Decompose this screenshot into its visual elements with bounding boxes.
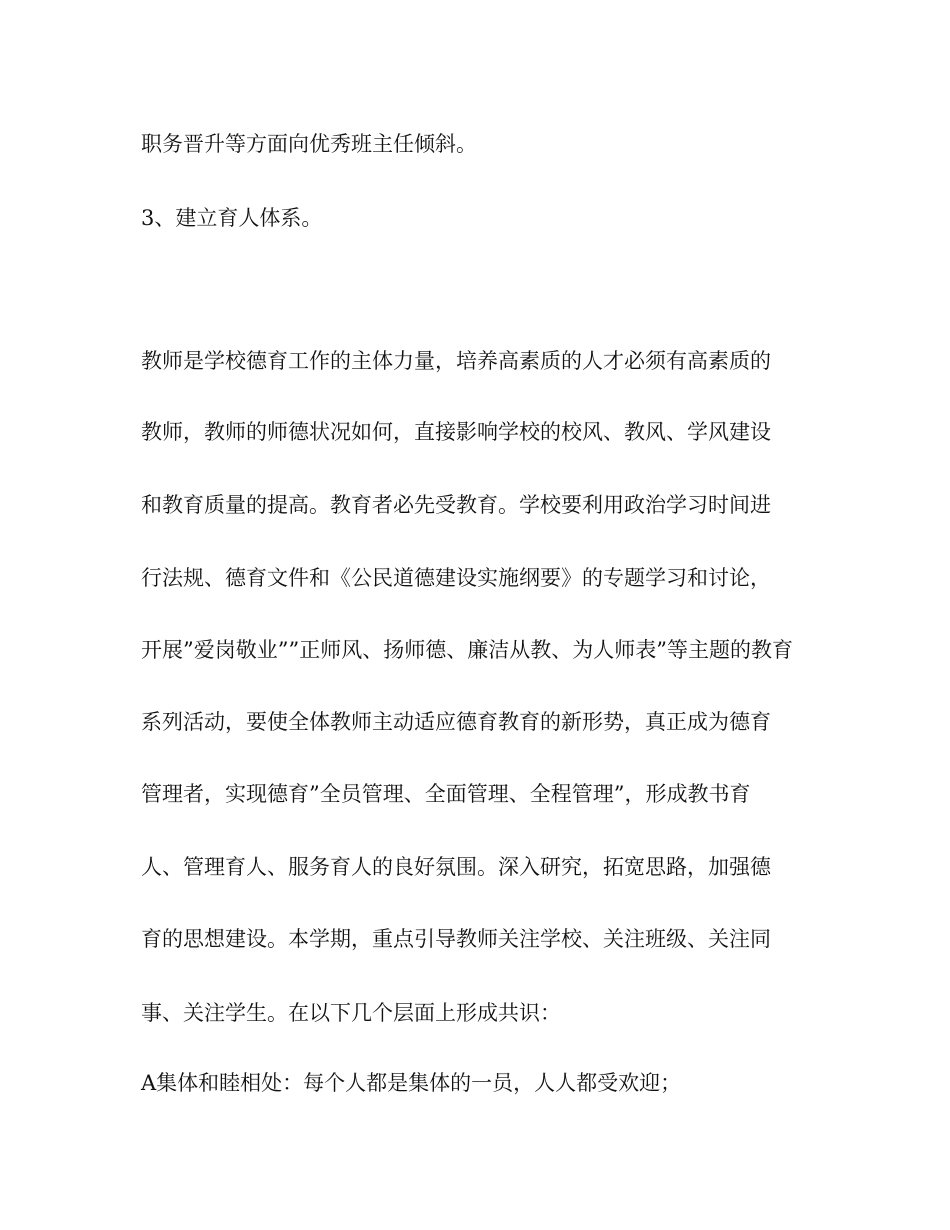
list-item: A集体和睦相处：每个人都是集体的一员，人人都受欢迎； (141, 1071, 682, 1095)
paragraph-line: 人、管理育人、服务育人的良好氛围。深入研究，拓宽思路，加强德 (141, 855, 771, 879)
paragraph-line: 和教育质量的提高。教育者必先受教育。学校要利用政治学习时间进 (141, 493, 771, 517)
section-heading: 3、建立育人体系。 (141, 206, 323, 230)
paragraph-line: 行法规、德育文件和《公民道德建设实施纲要》的专题学习和讨论， (141, 566, 771, 590)
paragraph-line: 育的思想建设。本学期，重点引导教师关注学校、关注班级、关注同 (141, 927, 771, 951)
paragraph-line: 系列活动，要使全体教师主动适应德育教育的新形势，真正成为德育 (141, 710, 771, 734)
paragraph-line: 管理者，实现德育”全员管理、全面管理、全程管理”，形成教书育 (141, 782, 751, 806)
paragraph-line: 教师，教师的师德状况如何，直接影响学校的校风、教风、学风建设 (141, 420, 771, 444)
paragraph-line: 开展”爱岗敬业””正师风、扬师德、廉洁从教、为人师表”等主题的教育 (141, 638, 793, 662)
paragraph-line: 事、关注学生。在以下几个层面上形成共识： (141, 1001, 561, 1025)
paragraph-line: 教师是学校德育工作的主体力量，培养高素质的人才必须有高素质的 (141, 349, 771, 373)
text-line-continuation: 职务晋升等方面向优秀班主任倾斜。 (141, 132, 477, 156)
